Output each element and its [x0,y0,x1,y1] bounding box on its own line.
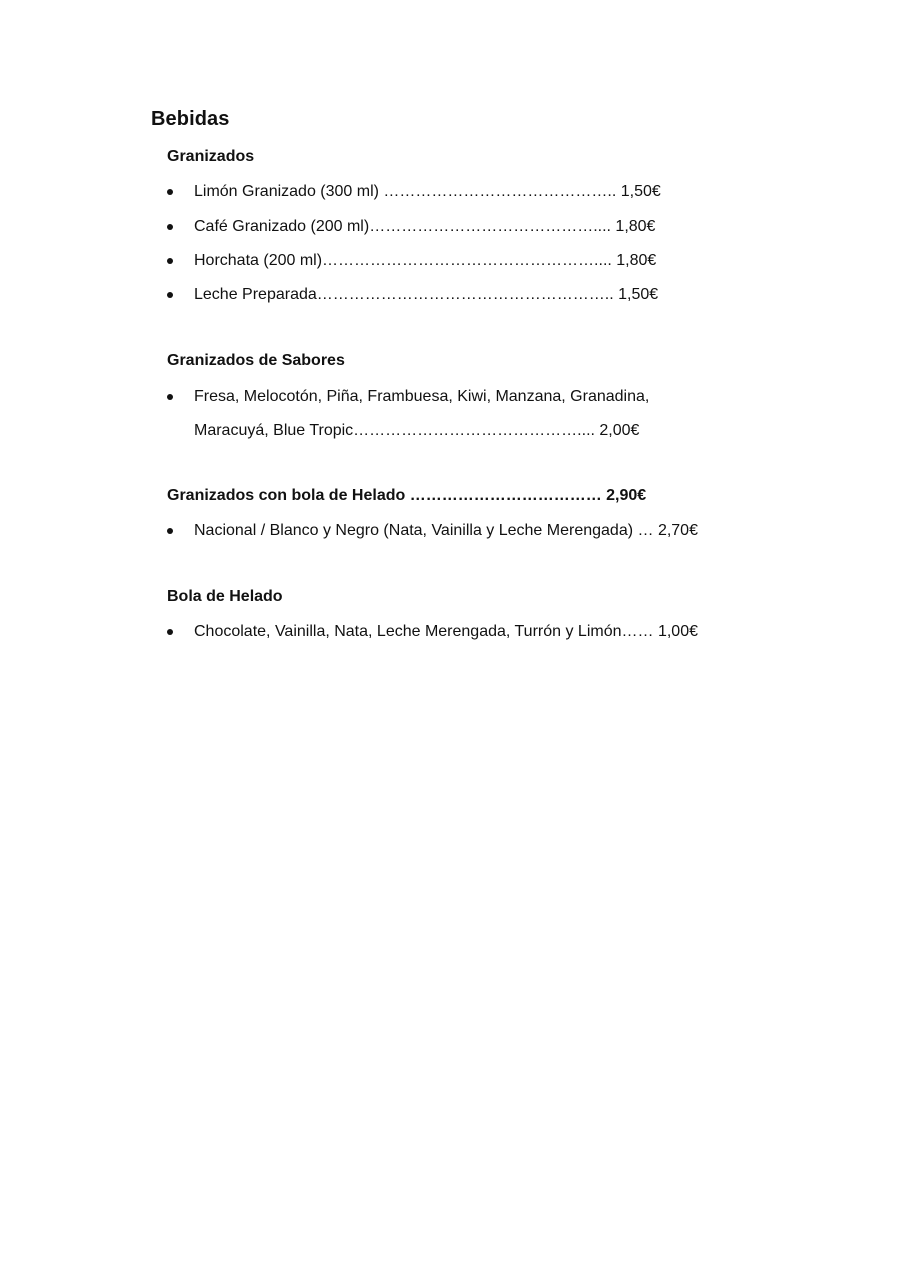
item-text-line-1: Fresa, Melocotón, Piña, Frambuesa, Kiwi, Manzana, Granadina, [194,388,650,405]
item-text: Chocolate, Vainilla, Nata, Leche Merengada, Turrón y Limón…… 1,00€ [194,623,698,640]
bullet-icon [167,528,173,534]
item-text: Café Granizado (200 ml)…………………………………….... 1,80€ [194,218,656,235]
item-text-line-2: Maracuyá, Blue Tropic…………………………………….... 2,00€ [194,422,640,439]
bullet-icon [167,189,173,195]
section-heading-granizados-sabores: Granizados de Sabores [167,352,345,369]
section-heading-granizados: Granizados [167,148,255,165]
bullet-icon [167,224,173,230]
page-title: Bebidas [151,108,230,130]
item-text: Nacional / Blanco y Negro (Nata, Vainilla y Leche Merengada) … 2,70€ [194,522,698,539]
bullet-icon [167,394,173,400]
bullet-icon [167,292,173,298]
bullet-icon [167,258,173,264]
item-text: Leche Preparada……………………………………………….. 1,50€ [194,286,659,303]
section-heading-bola-helado: Bola de Helado [167,588,283,605]
bullet-icon [167,629,173,635]
item-text: Limón Granizado (300 ml) …………………………………….. 1,50€ [194,183,661,200]
item-text: Horchata (200 ml)…………………………………………….... 1,80€ [194,252,657,269]
section-heading-granizados-helado: Granizados con bola de Helado ……………………………… 2,90€ [167,487,647,504]
